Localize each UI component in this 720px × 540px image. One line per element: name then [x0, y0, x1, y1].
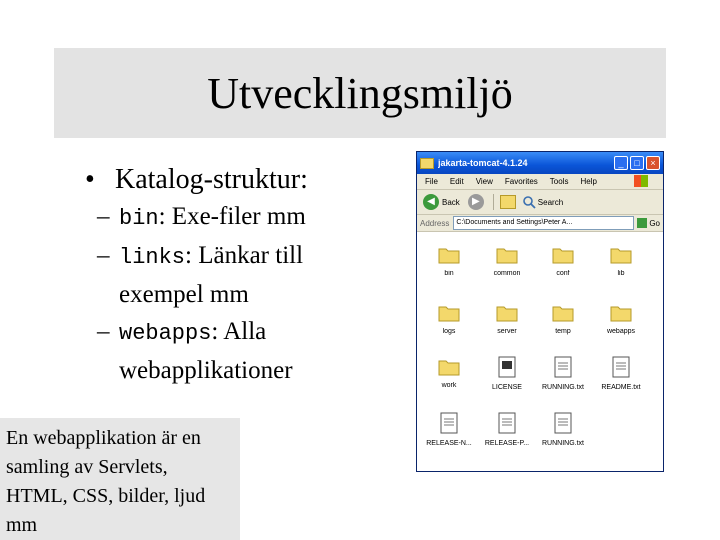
sub-item-desc: : Exe-filer mm — [158, 203, 306, 230]
file-list — [417, 232, 663, 471]
up-folder-icon[interactable] — [500, 195, 516, 209]
sub-item-text — [117, 203, 306, 230]
folder-icon — [420, 158, 434, 169]
file-item-common[interactable] — [479, 246, 535, 277]
code-webapps: webapps — [119, 321, 212, 346]
menu-file[interactable]: File — [425, 177, 438, 186]
go-arrow-icon[interactable] — [637, 218, 647, 228]
sub-item-bin — [85, 198, 385, 237]
text-file-icon — [554, 356, 572, 378]
file-name: LICENSE — [492, 384, 522, 391]
folder-icon — [496, 246, 518, 264]
address-label: Address — [420, 218, 450, 228]
toolbar — [417, 190, 663, 215]
code-bin: bin — [119, 206, 159, 231]
file-name: work — [441, 382, 457, 389]
file-item-release-plan[interactable] — [479, 412, 535, 447]
bullet-list — [85, 162, 385, 389]
file-item-running[interactable] — [535, 356, 591, 391]
explorer-window — [416, 151, 664, 472]
code-links: links — [119, 245, 186, 270]
file-item-webapps[interactable] — [593, 304, 649, 335]
menu-tools[interactable]: Tools — [549, 177, 569, 186]
note-box: En webapplikation är en samling av Servlets, HTML, CSS, bilder, ljud mm — [0, 418, 240, 540]
window-title: jakarta-tomcat-4.1.24 — [438, 158, 528, 168]
sub-item-webapps — [85, 313, 385, 389]
sub-item-desc: : Länkar till — [185, 242, 304, 269]
file-name: RELEASE-P... — [484, 440, 530, 447]
file-item-readme[interactable] — [593, 356, 649, 391]
file-item-temp[interactable] — [535, 304, 591, 335]
menu-bar — [417, 174, 663, 190]
close-button[interactable]: × — [646, 156, 660, 170]
document-icon — [498, 356, 516, 378]
file-name: README.txt — [601, 384, 641, 391]
back-arrow-icon[interactable]: ◀ — [423, 194, 439, 210]
title-band — [54, 48, 666, 138]
address-bar — [417, 215, 663, 232]
folder-icon — [552, 246, 574, 264]
file-name: logs — [442, 328, 456, 335]
file-name: common — [493, 270, 521, 277]
go-button[interactable]: Go — [649, 218, 660, 228]
folder-icon — [610, 246, 632, 264]
search-button[interactable]: Search — [537, 197, 564, 207]
sub-item-continuation: webapplikationer — [119, 357, 293, 384]
search-icon[interactable] — [522, 195, 536, 209]
sub-item-desc: : Alla — [211, 318, 267, 345]
slide-title: Utvecklingsmiljö — [207, 68, 513, 118]
file-item-logs[interactable] — [421, 304, 477, 335]
file-name: lib — [617, 270, 625, 277]
forward-arrow-icon[interactable]: ▶ — [468, 194, 484, 210]
window-titlebar[interactable] — [417, 152, 663, 174]
dash: – — [97, 318, 110, 345]
file-name: bin — [444, 270, 454, 277]
sub-item-text — [117, 318, 266, 345]
dash: – — [97, 242, 110, 269]
text-file-icon — [612, 356, 630, 378]
back-button[interactable]: Back — [442, 197, 460, 207]
minimize-button[interactable]: _ — [614, 156, 628, 170]
dash: – — [97, 203, 110, 230]
sub-item-continuation: exempel mm — [119, 281, 249, 308]
sub-item-text — [117, 242, 303, 269]
menu-view[interactable]: View — [475, 177, 493, 186]
text-file-icon — [498, 412, 516, 434]
menu-edit[interactable]: Edit — [449, 177, 464, 186]
main-bullet — [85, 162, 385, 198]
text-file-icon — [554, 412, 572, 434]
file-name: server — [497, 328, 517, 335]
folder-icon — [438, 358, 460, 376]
file-item-conf[interactable] — [535, 246, 591, 277]
file-item-work[interactable] — [421, 358, 477, 389]
folder-icon — [610, 304, 632, 322]
file-name: conf — [556, 270, 570, 277]
address-field[interactable]: C:\Documents and Settings\Peter A... — [453, 216, 634, 230]
file-name: temp — [555, 328, 571, 335]
folder-icon — [552, 304, 574, 322]
folder-icon — [438, 304, 460, 322]
main-bullet-text: Katalog-struktur: — [115, 164, 308, 195]
file-item-server[interactable] — [479, 304, 535, 335]
file-item-lib[interactable] — [593, 246, 649, 277]
maximize-button[interactable]: □ — [630, 156, 644, 170]
file-name: webapps — [606, 328, 636, 335]
menu-favorites[interactable]: Favorites — [504, 177, 538, 186]
file-item-release-notes[interactable] — [421, 412, 477, 447]
menu-help[interactable]: Help — [580, 177, 597, 186]
file-item-running-2[interactable] — [535, 412, 591, 447]
file-name: RUNNING.txt — [542, 384, 584, 391]
folder-icon — [438, 246, 460, 264]
file-name: RELEASE-N... — [426, 440, 472, 447]
text-file-icon — [440, 412, 458, 434]
bullet-marker: • — [85, 164, 95, 195]
file-item-bin[interactable] — [421, 246, 477, 277]
file-item-license[interactable] — [479, 356, 535, 391]
windows-logo-icon — [634, 175, 648, 187]
toolbar-separator — [493, 194, 494, 210]
folder-icon — [496, 304, 518, 322]
sub-item-links — [85, 237, 385, 313]
file-name: RUNNING.txt — [542, 440, 584, 447]
